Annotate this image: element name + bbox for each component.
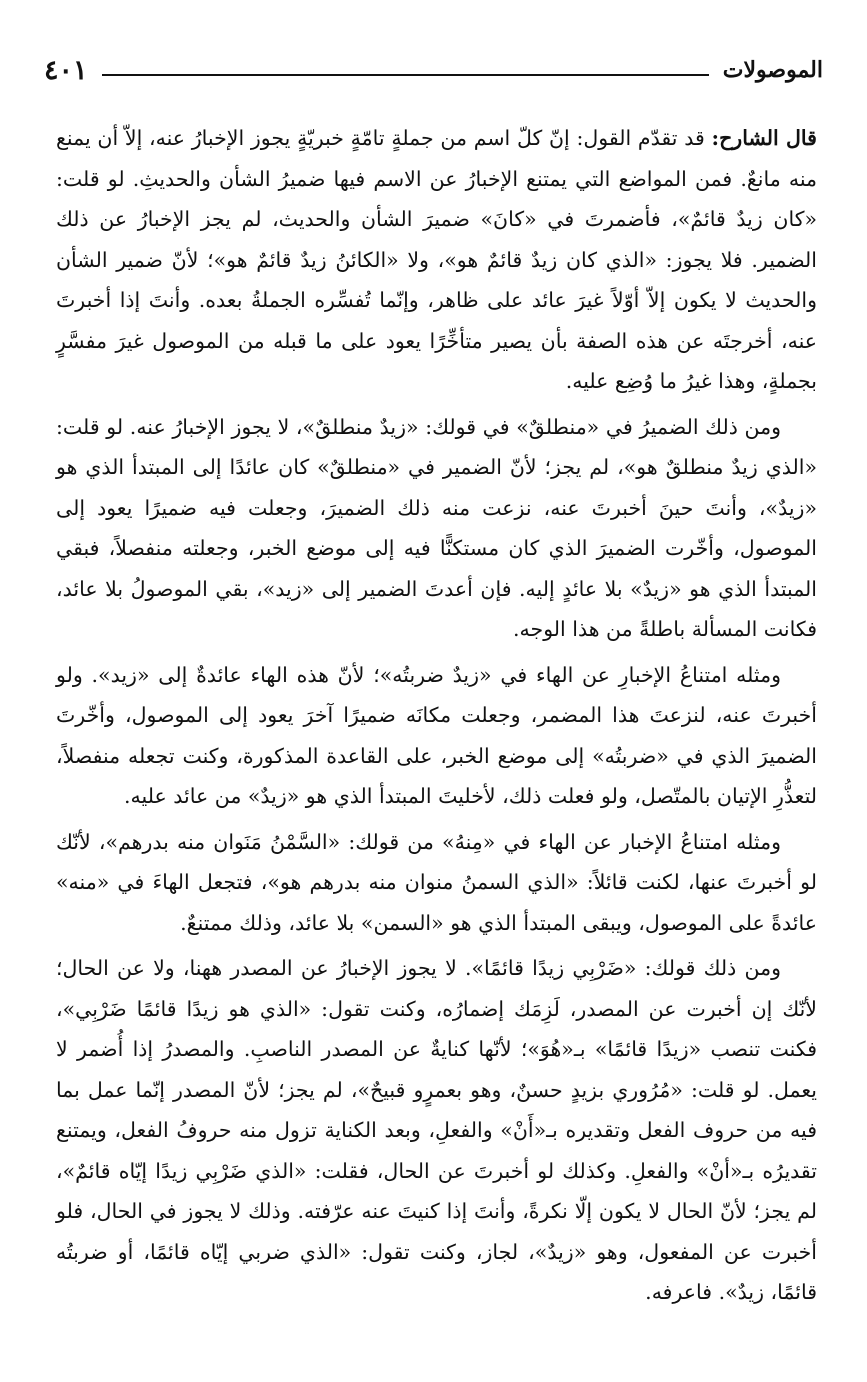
page-number: ٤٠١ <box>44 54 88 86</box>
running-title: الموصولات <box>722 57 823 83</box>
body-text <box>56 118 817 1318</box>
paragraph-1 <box>56 118 817 402</box>
header-rule <box>102 74 709 76</box>
commentator-lead: قال الشارح: <box>711 126 817 150</box>
paragraph-5: ومن ذلك قولك: «ضَرْبِي زيدًا قائمًا». لا يجوز الإخبارُ عن المصدر ههنا، ولا عن الحال؛ لأنّك إن أخبرت عن المصدر، لَزِمَك إضمارُه، وكنت تقول: «الذي هو زيدًا قائمًا ضَرْبِي»، فكنت تنصب «زيدًا قائمًا» بـ«هُوَ»؛ لأنّها كنايةٌ عن المصدر الناصبِ. والمصدرُ إذا أُضمر لا يعمل. لو قلت: «مُرُوري بزيدٍ حسنٌ، وهو بعمرٍو قبيحٌ»، لم يجز؛ لأنّ المصدر إنّما عمل بما فيه من حروف الفعل وتقديره بـ«أَنْ» والفعلِ، وبعد الكناية تزول منه حروفُ الفعل، ويمتنع تقديرُه بـ«أنْ» والفعلِ. وكذلك لو أخبرتَ عن الحال، فقلت: «الذي ضَرْبِي زيدًا إيّاه قائمٌ»، لم يجز؛ لأنّ الحال لا يكون إلّا نكرةً، وأنتَ إذا كنيتَ عنه عرّفته. وذلك لا يجوز في الحال، فلو أخبرت عن المفعول، وهو «زيدٌ»، لجاز، وكنت تقول: «الذي ضربي إيّاه قائمًا، أو ضربتُه قائمًا، زيدٌ». فاعرفه. <box>56 956 817 1304</box>
page-header <box>44 52 823 88</box>
paragraph-2: ومن ذلك الضميرُ في «منطلقٌ» في قولك: «زيدٌ منطلقٌ»، لا يجوز الإخبارُ عنه. لو قلت: «الذي زيدٌ منطلقٌ هو»، لم يجز؛ لأنّ الضمير في «منطلقٌ» كان عائدًا إلى المبتدأ الذي هو «زيدٌ»، وأنتَ حينَ أخبرتَ عنه، نزعت منه ذلك الضميرَ، وجعلت فيه ضميرًا يعود إلى الموصول، وأخّرت الضميرَ الذي كان مستكنًّا فيه إلى موضع الخبر، وجعلته منفصلاً، فبقي المبتدأ الذي هو «زيدٌ» بلا عائدٍ إليه. فإن أعدتَ الضمير إلى «زيد»، بقي الموصولُ بلا عائد، فكانت المسألة باطلةً من هذا الوجه. <box>56 414 817 641</box>
paragraph-3: ومثله امتناعُ الإخبارِ عن الهاء في «زيدٌ ضربتُه»؛ لأنّ هذه الهاء عائدةٌ إلى «زيد». ولو أخبرتَ عنه، لنزعتَ هذا المضمر، وجعلت مكانَه ضميرًا آخرَ يعود إلى الموصول، وأخّرتَ الضميرَ الذي في «ضربتُه» إلى موضع الخبر، على القاعدة المذكورة، وكنت تجعله منفصلاً، لتعذُّرِ الإتيان بالمتّصل، ولو فعلت ذلك، لأخليتَ المبتدأ الذي هو «زيدٌ» من عائد عليه. <box>56 662 817 808</box>
paragraph-4: ومثله امتناعُ الإخبار عن الهاء في «مِنهُ» من قولك: «السَّمْنُ مَنَوان منه بدرهم»، لأنّك لو أخبرتَ عنها، لكنت قائلاً: «الذي السمنُ منوان منه بدرهم هو»، فتجعل الهاءَ في «منه» عائدةً على الموصول، ويبقى المبتدأ الذي هو «السمن» بلا عائد، وذلك ممتنعٌ. <box>56 829 817 935</box>
paragraph-1-text: قد تقدّم القول: إنّ كلّ اسم من جملةٍ تامّةٍ خبريّةٍ يجوز الإخبارُ عنه، إلاّ أن يمنع منه مانعٌ. فمن المواضع التي يمتنع الإخبارُ عن الاسم فيها ضميرُ الشأن والحديثِ. لو قلت: «كان زيدٌ قائمٌ»، فأضمرتَ في «كانَ» ضميرَ الشأن والحديث، لم يجز الإخبارُ عن ذلك الضمير. فلا يجوز: «الذي كان زيدٌ قائمٌ هو»، ولا «الكائنُ زيدٌ قائمٌ هو»؛ لأنّ ضمير الشأن والحديث لا يكون إلاّ أوّلاً غيرَ عائد على ظاهر، وإنّما تُفسِّره الجملةُ بعده. وأنتَ إذا أخبرتَ عنه، أخرجتَه عن هذه الصفة بأن يصير متأخِّرًا يعود على ما قبله من الموصول غيرَ مفسَّرٍ بجملةٍ، وهذا غيرُ ما وُضِع عليه. <box>56 126 817 393</box>
